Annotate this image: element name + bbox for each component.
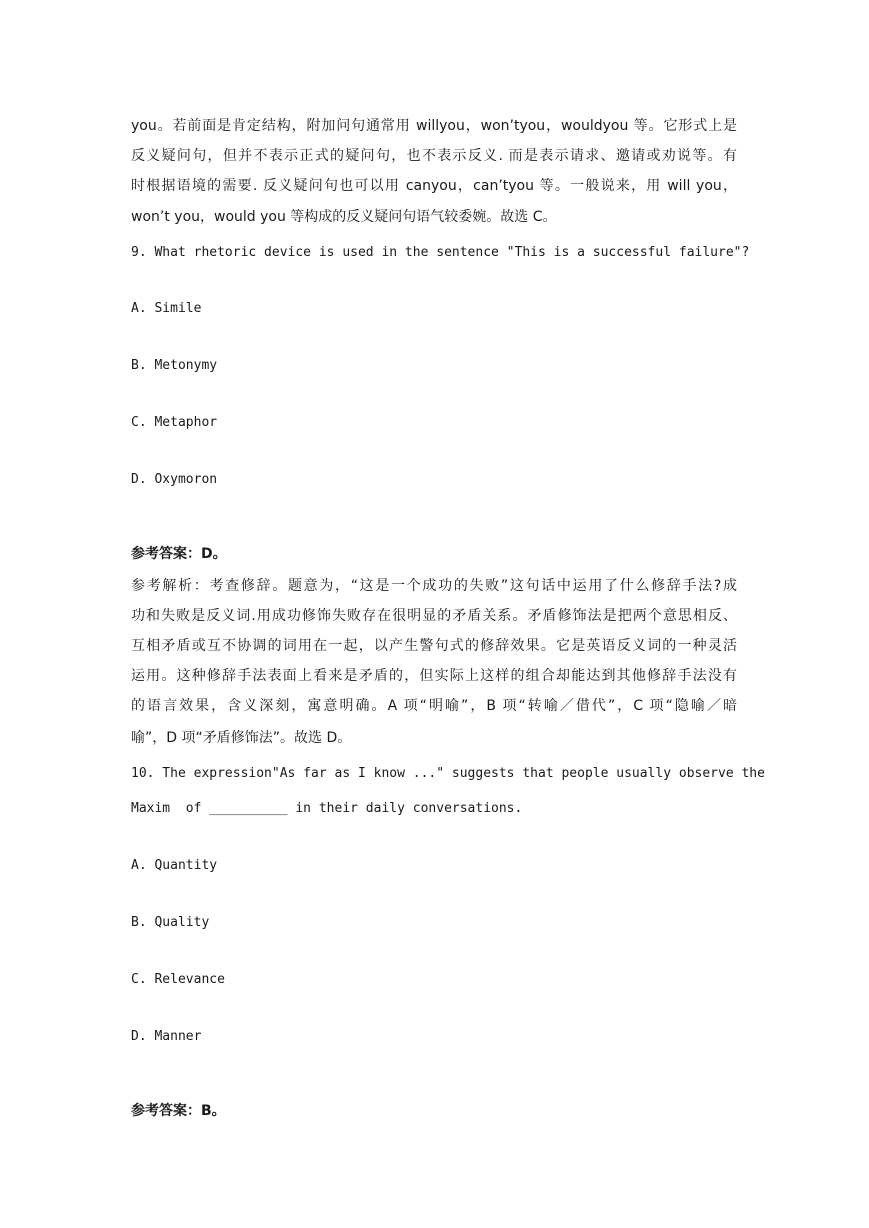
prev-explanation-line-4: won’t you，would you 等构成的反义疑问句语气较委婉。故选 C。 [131, 209, 557, 225]
question-9-option-a: A. Simile [131, 301, 202, 316]
question-10-text-line-2: Maxim of __________ in their daily conversations. [131, 801, 523, 816]
question-9-explanation-line-3: 互相矛盾或互不协调的词用在一起，以产生警句式的修辞效果。它是英语反义词的一种灵活 [131, 638, 737, 654]
question-10-answer: 参考答案：B。 [131, 1103, 226, 1119]
question-10-option-a: A. Quantity [131, 858, 218, 873]
question-9-answer: 参考答案：D。 [131, 546, 227, 562]
prev-explanation-line-3: 时根据语境的需要. 反义疑问句也可以用 canyou，can’tyou 等。一般说来，用 will you， [131, 178, 737, 194]
question-9-explanation-line-1: 参考解析：考查修辞。题意为，“这是一个成功的失败”这句话中运用了什么修辞手法?成 [131, 578, 737, 594]
question-9-option-b: B. Metonymy [131, 358, 218, 373]
question-9-option-d: D. Oxymoron [131, 472, 218, 487]
question-10-text-line-1: 10. The expression"As far as I know ..." suggests that people usually observe the [131, 766, 765, 781]
question-9-explanation-line-6: 喻”，D 项“矛盾修饰法”。故选 D。 [131, 730, 352, 746]
question-9-option-c: C. Metaphor [131, 415, 218, 430]
question-9-text: 9. What rhetoric device is used in the sentence "This is a successful failure"? [131, 245, 750, 260]
question-9-explanation-line-5: 的语言效果，含义深刻，寓意明确。A 项“明喻”，B 项“转喻／借代”，C 项“隐喻／暗 [131, 698, 737, 714]
question-10-option-d: D. Manner [131, 1029, 202, 1044]
question-9-explanation-line-4: 运用。这种修辞手法表面上看来是矛盾的，但实际上这样的组合却能达到其他修辞手法没有 [131, 668, 737, 684]
prev-explanation-line-2: 反义疑问句，但并不表示正式的疑问句，也不表示反义. 而是表示请求、邀请或劝说等。有 [131, 148, 737, 164]
question-10-option-c: C. Relevance [131, 972, 225, 987]
question-10-option-b: B. Quality [131, 915, 210, 930]
prev-explanation-line-1: you。若前面是肯定结构，附加问句通常用 willyou，won’tyou，wouldyou 等。它形式上是 [131, 118, 737, 134]
question-9-explanation-line-2: 功和失败是反义词.用成功修饰失败存在很明显的矛盾关系。矛盾修饰法是把两个意思相反、 [131, 608, 737, 624]
